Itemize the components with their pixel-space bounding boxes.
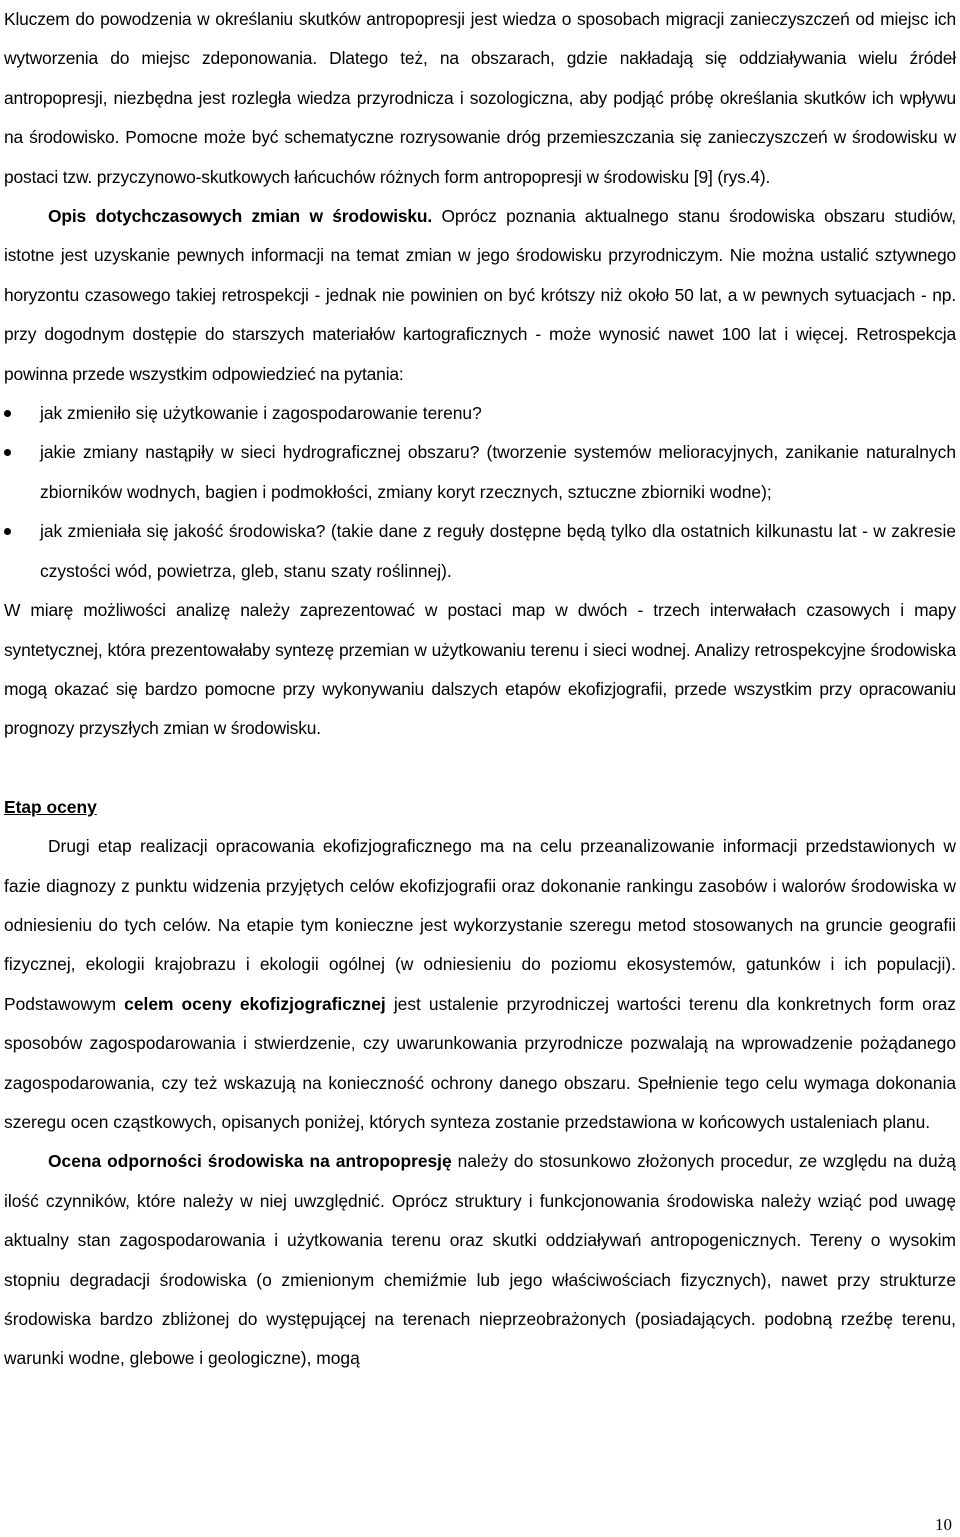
assessment-bold-term: celem oceny ekofizjograficznej — [124, 993, 386, 1014]
assessment-text: należy do stosunkowo złożonych procedur, ze względu na dużą ilość czynników, które należy w niej uwzględnić. Oprócz struktury i funkcjonowania środowiska należy wziąć pod uwagę aktualny stan zagospodarowania i użytkowania terenu oraz skutki oddziaływań antropogenicznych. Tereny o wysokim stopniu degradacji środowiska (o zmienionym chemiźmie lub jego właściwościach fizycznych), nawet przy strukturze środowiska bardzo zbliżonej do występującej na terenach nieprzeobrażonych (posiadających. podobną rzeźbę terenu, warunki wodne, glebowe i geologiczne), mogą — [4, 1151, 956, 1369]
history-closing-paragraph: W miarę możliwości analizę należy zaprezentować w postaci map w dwóch - trzech interwałach czasowych i mapy syntetycznej, która prezentowałaby syntezę przemian w użytkowaniu terenu i sieci wodnej. Analizy retrospekcyjne środowiska mogą okazać się bardzo pomocne przy wykonywaniu dalszych etapów ekofizjografii, przede wszystkim przy opracowaniu prognozy przyszłych zmian w środowisku. — [4, 600, 956, 739]
assessment-text: jest ustalenie przyrodniczej wartości terenu dla konkretnych form oraz sposobów zagospodarowania i stwierdzenie, czy uwarunkowania przyrodnicze pozwalają na wprowadzenie pożądanego zagospodarowania, czy też wskazują na konieczność ochrony danego obszaru. Spełnienie tego celu wymaga dokonania szeregu ocen cząstkowych, opisanych poniżej, których synteza zostanie przedstawiona w końcowych ustaleniach planu. — [4, 993, 956, 1132]
history-questions-list — [4, 394, 956, 591]
list-item — [4, 433, 956, 512]
history-heading: Opis dotychczasowych zmian w środowisku. — [48, 206, 433, 227]
bullet-icon — [4, 410, 11, 417]
bullet-icon — [4, 449, 11, 456]
section-heading: Etap oceny — [4, 796, 97, 817]
list-item-text: jak zmieniała się jakość środowiska? (takie dane z reguły dostępne będą tylko dla ostatnich kilkunastu lat - w zakresie czystości wód, powietrza, gleb, stanu szaty roślinnej). — [40, 521, 956, 581]
history-text: Oprócz poznania aktualnego stanu środowiska obszaru studiów, istotne jest uzyskanie pewnych informacji na temat zmian w jego środowisku przyrodniczym. Nie można ustalić sztywnego horyzontu czasowego takiej retrospekcji - jednak nie powinien on być krótszy niż około 50 lat, a w pewnych sytuacjach - np. przy dogodnym dostępie do starszych materiałów kartograficznych - może wynosić nawet 100 lat i więcej. Retrospekcja powinna przede wszystkim odpowiedzieć na pytania: — [4, 206, 956, 384]
list-item — [4, 394, 956, 433]
list-item-text: jakie zmiany nastąpiły w sieci hydrograficznej obszaru? (tworzenie systemów melioracyjnych, zanikanie naturalnych zbiorników wodnych, bagien i podmokłości, zmiany koryt rzecznych, sztuczne zbiorniki wodne); — [40, 442, 956, 502]
resilience-bold-term: Ocena odporności środowiska na antropopresję — [48, 1151, 452, 1172]
list-item — [4, 512, 956, 591]
document-page — [4, 0, 956, 1537]
assessment-paragraph-2 — [4, 1142, 956, 1378]
intro-paragraph: Kluczem do powodzenia w określaniu skutków antropopresji jest wiedza o sposobach migracji zanieczyszczeń od miejsc ich wytworzenia do miejsc zdeponowania. Dlatego też, na obszarach, gdzie nakładają się oddziaływania wielu źródeł antropopresji, niezbędna jest rozległa wiedza przyrodnicza i sozologiczna, aby podjąć próbę określania skutków ich wpływu na środowisko. Pomocne może być schematyczne rozrysowanie dróg przemieszczania się zanieczyszczeń w środowisku w postaci tzw. przyczynowo-skutkowych łańcuchów różnych form antropopresji w środowisku [9] (rys.4). — [4, 9, 956, 187]
list-item-text: jak zmieniło się użytkowanie i zagospodarowanie terenu? — [40, 403, 482, 424]
page-number: 10 — [935, 1515, 952, 1534]
spacer — [4, 749, 956, 788]
assessment-text: Drugi etap realizacji opracowania ekofizjograficznego ma na celu przeanalizowanie informacji przedstawionych w fazie diagnozy z punktu widzenia przyjętych celów ekofizjografii oraz dokonanie rankingu zasobów i walorów środowiska w odniesieniu do tych celów. Na etapie tym konieczne jest wykorzystanie szeregu metod stosowanych na gruncie geografii fizycznej, ekologii krajobrazu i ekologii ogólnej (w odniesieniu do poziomu ekosystemów, gatunków i ich populacji). Podstawowym — [4, 836, 956, 1014]
bullet-icon — [4, 528, 11, 535]
history-paragraph — [4, 197, 956, 394]
assessment-paragraph-1 — [4, 827, 956, 1142]
